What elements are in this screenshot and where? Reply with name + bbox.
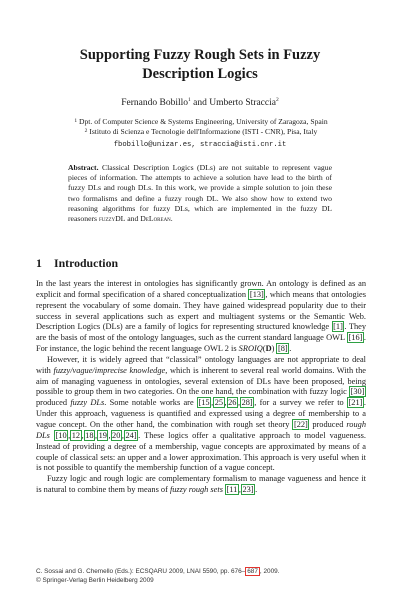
- author-emails: fbobillo@unizar.es, straccia@isti.cnr.it: [113, 141, 287, 149]
- abstract-system-delorean: DeLorean: [140, 214, 171, 224]
- citation-28[interactable]: 28]: [241, 398, 253, 408]
- section-title: Introduction: [54, 256, 119, 270]
- affiliation-1-sup: 1: [74, 118, 78, 124]
- footer-citation: C. Sossai and G. Chemello (Eds.): ECSQARU 2009, LNAI 5590, pp. 676–: [36, 568, 246, 575]
- abstract-label: Abstract.: [68, 163, 99, 172]
- author-2-sup: 2: [275, 97, 279, 103]
- abstract-system-fuzzydl: fuzzyDL: [98, 214, 126, 224]
- affiliation-2-text: Istituto di Scienza e Tecnologie dell'Informazione (ISTI - CNR), Pisa, Italy: [89, 127, 318, 136]
- citation-12[interactable]: 12: [71, 430, 81, 440]
- paragraph-2: However, it is widely agreed that “classical” ontology languages are not appropriate to deal with fuzzy/vague/imprecise knowledge, which is inherent to several real world domains. With the aim of managing vagueness in ontologies, several extension of DLs have been proposed, being possible to group them in two categories. On the one hand, the combination with fuzzy logic [30] produced fuzzy DLs. Some notable works are [15 , 25 , 26 , 28] , for a survey we refer to [21] . Under this approach, vagueness is quantified and expressed using a degree of membership to a vague concept. On the other hand, the combination with rough set theory [22] produced rough DLs [10 , 12 , 18 , 19 , 20 , 24] . These logics offer a qualitative approach to model vagueness. Instead of providing a degree of a membership, vague concepts are approximated by means of a couple of classical sets: an upper and a lower approximation. This approach is very useful when it is not possible to quantify the membership function of a vague concept.: [36, 354, 366, 473]
- page-footer: [36, 567, 279, 585]
- citation-25[interactable]: 25: [214, 398, 224, 408]
- author-list: [40, 98, 360, 108]
- paper-title: [40, 46, 360, 84]
- paragraph-1: In the last years the interest in ontologies has significantly grown. An ontology is defined as an explicit and formal specification of a shared conceptualization [13] , which means that ontologies represent the vocabulary of some domain. They have gained widespread popularity due to their success in several applications such as expert and multiagent systems or the Semantic Web. Description Logics (DLs) are a family of logics for representing structured knowledge [1] . They are the basis of most of the ontology languages, such as the current standard language OWL [16] . For instance, the logic behind the recent language OWL 2 is SROIQ(D) [8] .: [36, 279, 366, 354]
- citation-11[interactable]: [11: [226, 485, 238, 495]
- citation-19[interactable]: 19: [98, 430, 107, 440]
- author-1: Fernando Bobillo: [121, 98, 189, 108]
- citation-22[interactable]: [22]: [293, 419, 308, 429]
- citation-1[interactable]: [1]: [333, 322, 343, 332]
- citation-13[interactable]: [13]: [249, 289, 264, 299]
- author-1-sup: 1: [188, 97, 191, 103]
- citation-8[interactable]: [8]: [277, 344, 288, 354]
- citation-23[interactable]: 23]: [242, 485, 254, 495]
- citation-21[interactable]: [21]: [348, 398, 363, 408]
- affiliation-1: [36, 117, 366, 127]
- citation-20[interactable]: 20: [112, 430, 121, 440]
- section-number: 1: [36, 256, 42, 270]
- citation-15[interactable]: [15: [198, 398, 210, 408]
- affiliation-1-text: Dpt. of Computer Science & Systems Engineering, University of Zaragoza, Spain: [79, 117, 328, 126]
- section-heading: [36, 256, 118, 271]
- footer-line-1: [36, 567, 279, 576]
- abstract: [68, 163, 332, 224]
- footer-copyright: © Springer-Verlag Berlin Heidelberg 2009: [36, 577, 154, 584]
- abstract-and: and: [125, 214, 141, 224]
- citation-18[interactable]: 18: [85, 430, 94, 440]
- citation-24[interactable]: 24]: [125, 430, 137, 440]
- abstract-end: .: [170, 214, 173, 224]
- footer-page-link[interactable]: 687: [247, 568, 258, 575]
- citation-30[interactable]: [30]: [350, 387, 365, 397]
- paragraph-3: Fuzzy logic and rough logic are complementary formalism to manage vagueness and hence it is natural to combine them by means of fuzzy rough sets [11 , 23] .: [36, 474, 366, 495]
- affiliation-2: [36, 127, 366, 137]
- citation-16[interactable]: [16]: [348, 333, 363, 343]
- affiliation-2-sup: 2: [84, 128, 88, 134]
- author-2: Umberto Straccia: [209, 98, 276, 108]
- title-line-1: Supporting Fuzzy Rough Sets in Fuzzy: [79, 47, 321, 63]
- abstract-text: Classical Description Logics (DLs) are not suitable to represent vague pieces of information. The attempts to achieve a solution have lead to the birth of fuzzy DLs and rough DLs. In this work, we provide a simple solution to join these two formalisms and define a fuzzy rough DL. We also show how to extend two reasoning algorithms for fuzzy DLs, which are implemented in the fuzzy DL reasoners: [68, 163, 333, 224]
- introduction-body: [36, 279, 366, 496]
- title-line-2: Description Logics: [142, 66, 258, 82]
- author-and: and: [190, 98, 210, 108]
- citation-10[interactable]: [10: [55, 430, 67, 440]
- citation-26[interactable]: 26: [228, 398, 237, 408]
- footer-year: , 2009.: [259, 568, 280, 575]
